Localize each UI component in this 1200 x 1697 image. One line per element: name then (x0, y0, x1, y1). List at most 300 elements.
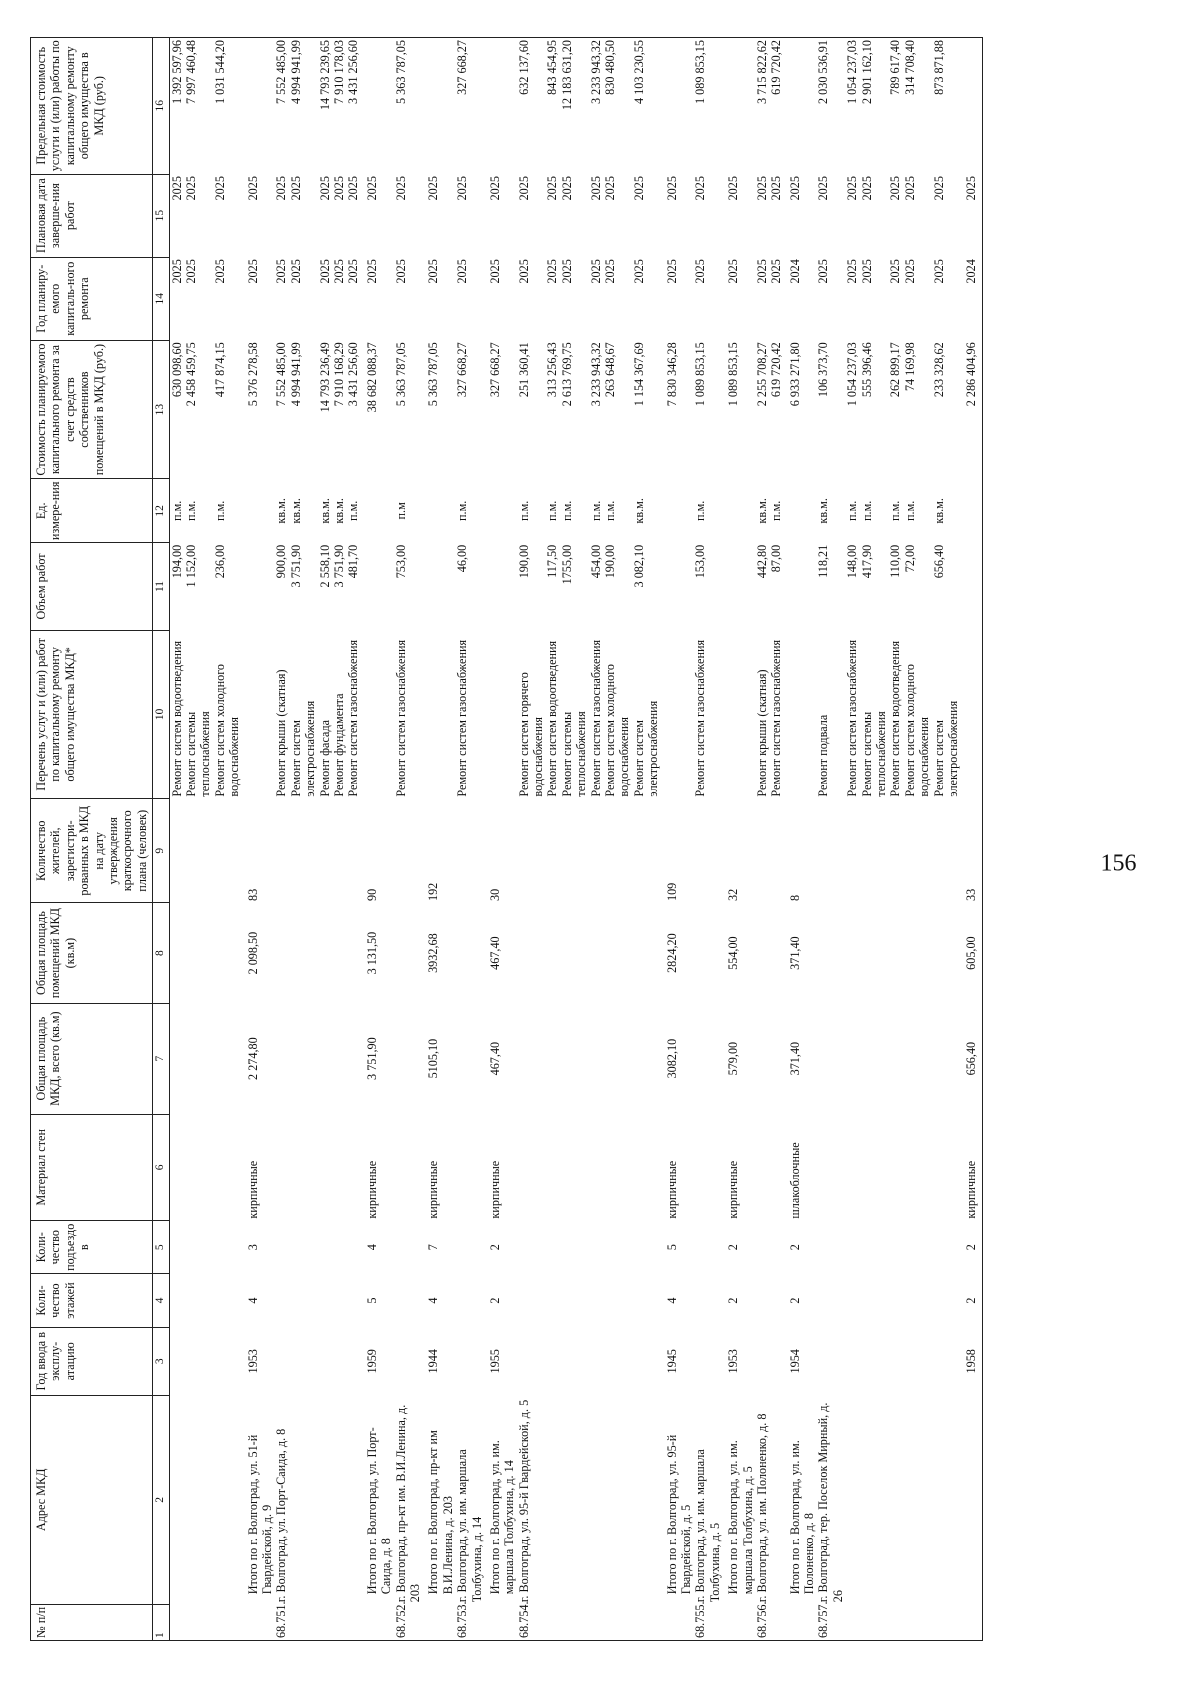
cell-work: Ремонт крыши (скатная) (754, 669, 769, 797)
cell-mat (560, 1114, 589, 1221)
cell-vol: 900,00 (274, 544, 289, 579)
cell-area: 467,40 (487, 1041, 502, 1076)
cell-area (560, 1003, 589, 1114)
cell-res: 8 (787, 894, 802, 901)
cell-num (769, 1604, 783, 1640)
cell-year: 2025 (169, 259, 184, 284)
cell-res (169, 799, 184, 903)
cell-end: 2025 (902, 176, 917, 201)
cell-limit: 843 454,95 (545, 38, 559, 175)
cell-y (603, 1327, 632, 1395)
cell-en (346, 1221, 360, 1274)
work-row (860, 38, 889, 1641)
cell-area2 (603, 903, 632, 1003)
cell-fl: 2 (487, 1297, 502, 1304)
cell-en: 4 (364, 1244, 379, 1251)
cell-work: Ремонт систем газоснабжения (588, 639, 603, 797)
cell-en (932, 1221, 961, 1274)
cell-work (484, 630, 517, 798)
cell-limit: 3 715 822,62 (755, 38, 769, 175)
cell-unit: кв.м. (317, 498, 332, 524)
cell-area (318, 1003, 332, 1114)
cell-y (816, 1327, 845, 1395)
cell-unit (242, 479, 275, 543)
cell-year: 2025 (931, 259, 946, 284)
cell-limit (960, 38, 982, 175)
cell-work: Ремонт систем холодного водоснабжения (902, 664, 932, 797)
column-number-cell: 1 (153, 1604, 170, 1640)
cell-end: 2025 (331, 176, 346, 201)
cell-area: 3082,10 (664, 1038, 679, 1079)
cell-year: 2025 (346, 259, 361, 284)
cell-addr (632, 1395, 661, 1604)
cell-vol: 2 558,10 (317, 544, 332, 588)
cell-area (589, 1003, 603, 1114)
cell-fl: 2 (787, 1297, 802, 1304)
header-cell: Материал стен (31, 1114, 153, 1221)
cell-limit: 7 552 485,00 (274, 38, 288, 175)
cell-limit: 1 031 544,20 (213, 38, 242, 175)
cell-work (722, 630, 755, 798)
header-cell: Ед. измере-ния (31, 479, 153, 543)
cell-area2 (517, 903, 546, 1003)
cell-res (888, 799, 902, 903)
cell-end: 2025 (288, 176, 303, 201)
cell-year: 2025 (274, 259, 289, 284)
work-row (603, 38, 632, 1641)
cell-cost: 5 376 278,58 (245, 342, 260, 407)
cell-unit: п.м. (212, 500, 227, 521)
cell-unit: кв.м. (816, 498, 831, 524)
cell-res: 32 (726, 888, 741, 901)
cell-addr: Итого по г. Волгоград, ул. Порт-Саида, д. 8 (364, 1427, 394, 1595)
cell-fl: 4 (245, 1297, 260, 1304)
cell-limit: 632 137,60 (517, 38, 546, 175)
cell-cost: 74 169,98 (902, 342, 917, 392)
cell-y (632, 1327, 661, 1395)
total-row (484, 38, 517, 1641)
cell-y: 1955 (487, 1349, 502, 1374)
cell-res (545, 799, 559, 903)
cell-end: 2025 (212, 176, 227, 201)
cell-mat: кирпичные (726, 1160, 741, 1219)
cell-mat (769, 1114, 783, 1221)
cell-area (455, 1003, 484, 1114)
cell-num (661, 1604, 694, 1640)
cell-num (903, 1604, 932, 1640)
work-row (545, 38, 559, 1641)
cell-en (213, 1221, 242, 1274)
cell-en (603, 1221, 632, 1274)
cell-y (888, 1327, 902, 1395)
cell-res (184, 799, 213, 903)
cell-cost: 7 552 485,00 (274, 342, 289, 407)
header-cell: Плановая дата заверше-ния работ (31, 174, 153, 257)
cell-en (816, 1221, 845, 1274)
cell-mat: кирпичные (960, 1114, 982, 1221)
cell-unit: п.м. (693, 500, 708, 521)
cell-vol: 454,00 (588, 544, 603, 579)
cell-work (661, 630, 694, 798)
cell-y (860, 1327, 889, 1395)
cell-area2 (560, 903, 589, 1003)
cell-limit: 1 392 597,96 (169, 38, 184, 175)
cell-area2 (394, 903, 423, 1003)
cell-y (394, 1327, 423, 1395)
cell-work: Ремонт крыши (скатная) (274, 669, 289, 797)
cell-y (589, 1327, 603, 1395)
cell-y (332, 1327, 346, 1395)
cell-year: 2025 (902, 259, 917, 284)
cell-en (589, 1221, 603, 1274)
work-row (213, 38, 242, 1641)
cell-unit: кв.м. (331, 498, 346, 524)
cell-mat: кирпичные (426, 1160, 441, 1219)
cell-cost: 7 910 168,29 (331, 342, 346, 407)
cell-res: 192 (426, 882, 441, 901)
total-row (960, 38, 982, 1641)
cell-res (455, 799, 484, 903)
cell-res: 30 (487, 888, 502, 901)
cell-area (603, 1003, 632, 1114)
total-row (722, 38, 755, 1641)
work-row (318, 38, 332, 1641)
cell-work (960, 630, 982, 798)
cell-addr (318, 1395, 332, 1604)
cell-mat (860, 1114, 889, 1221)
cell-fl: 2 (960, 1274, 982, 1327)
cell-vol: 153,00 (693, 544, 708, 579)
cell-work: Ремонт систем газоснабжения (393, 639, 408, 797)
cell-en (693, 1221, 722, 1274)
cell-cost: 262 899,17 (888, 342, 903, 398)
cell-limit: 4 994 941,99 (289, 38, 318, 175)
column-number-cell: 5 (153, 1221, 170, 1274)
cell-num (332, 1604, 346, 1640)
cell-addr (960, 1395, 982, 1604)
cell-en (560, 1221, 589, 1274)
cell-vol: 46,00 (455, 544, 470, 573)
cell-end: 2025 (726, 176, 741, 201)
cell-vol: 3 751,90 (331, 544, 346, 588)
cell-area (932, 1003, 961, 1114)
cell-fl (274, 1274, 288, 1327)
cell-unit: п.м. (902, 500, 917, 521)
cell-mat (603, 1114, 632, 1221)
cell-addr (888, 1395, 902, 1604)
cell-fl: 4 (664, 1297, 679, 1304)
cell-addr (860, 1395, 889, 1604)
cell-area (289, 1003, 318, 1114)
total-row (422, 38, 455, 1641)
cell-area2 (845, 903, 859, 1003)
cell-en (394, 1221, 423, 1274)
work-row (560, 38, 589, 1641)
cell-area2: 2 098,50 (245, 931, 260, 975)
cell-cost: 630 098,60 (169, 342, 184, 398)
cell-fl (332, 1274, 346, 1327)
header-cell: Год ввода в эксплу-атацию (31, 1327, 153, 1395)
cell-area2: 2824,20 (664, 933, 679, 973)
cell-area2 (184, 903, 213, 1003)
cell-area2: 467,40 (487, 936, 502, 970)
cell-vol (661, 543, 694, 630)
cell-year: 2025 (816, 259, 831, 284)
cell-en (755, 1221, 769, 1274)
cell-work: Ремонт системы теплоснабжения (184, 711, 213, 797)
cell-end: 2025 (487, 176, 502, 201)
cell-year: 2025 (317, 259, 332, 284)
cell-mat: кирпичные (487, 1160, 502, 1219)
cell-unit: п.м. (769, 500, 784, 521)
cell-res (845, 799, 859, 903)
work-row (455, 38, 484, 1641)
cell-work: Ремонт фасада (317, 719, 332, 797)
cell-mat (932, 1114, 961, 1221)
cell-num (184, 1604, 213, 1640)
cell-area (169, 1003, 184, 1114)
cell-fl (816, 1274, 845, 1327)
column-number-cell: 10 (153, 630, 170, 798)
cell-end: 2025 (787, 176, 802, 201)
cell-work: Ремонт систем водоотведения (545, 640, 560, 797)
cell-fl (394, 1274, 423, 1327)
cell-res (589, 799, 603, 903)
cell-vol: 118,21 (816, 544, 831, 578)
cell-work: Ремонт систем холодного водоснабжения (212, 664, 242, 797)
cell-year: 2025 (288, 259, 303, 284)
cell-end: 2025 (931, 176, 946, 201)
cell-area2 (289, 903, 318, 1003)
cell-addr (845, 1395, 859, 1604)
cell-area2 (932, 903, 961, 1003)
cell-cost: 1 154 367,69 (631, 342, 646, 407)
cell-end: 2025 (545, 176, 560, 201)
cell-year: 2025 (845, 259, 860, 284)
cell-en (184, 1221, 213, 1274)
cell-limit: 327 668,27 (455, 38, 484, 175)
work-row (693, 38, 722, 1641)
cell-work: Ремонт систем электроснабжения (631, 700, 661, 797)
cell-work (784, 630, 817, 798)
cell-area2: 3932,68 (426, 933, 441, 973)
work-row (169, 38, 184, 1641)
cell-unit: п.м. (184, 500, 199, 521)
cell-area (213, 1003, 242, 1114)
cell-work: Ремонт систем газоснабжения (455, 639, 470, 797)
cell-fl (903, 1274, 932, 1327)
cell-limit (484, 38, 517, 175)
cell-area (332, 1003, 346, 1114)
cell-fl (932, 1274, 961, 1327)
cell-en (769, 1221, 783, 1274)
cell-num (422, 1604, 455, 1640)
header-cell: Общая площадь МКД, всего (кв.м) (31, 1003, 153, 1114)
cell-vol: 148,00 (845, 544, 860, 579)
cell-fl (589, 1274, 603, 1327)
cell-res (603, 799, 632, 903)
header-cell: Коли-чество подъездо в (31, 1221, 153, 1274)
cell-addr: г. Волгоград, ул. им. Полоненко, д. 8 (754, 1413, 769, 1603)
work-row (346, 38, 360, 1641)
cell-limit (422, 38, 455, 175)
cell-year: 2025 (455, 259, 470, 284)
header-cell: Количество жителей, зарегистри-рованных в МКД на дату утверждения краткосрочного плана (человек) (31, 799, 153, 903)
cell-mat (845, 1114, 859, 1221)
cell-mat (318, 1114, 332, 1221)
cell-vol: 3 082,10 (631, 544, 646, 588)
cell-addr (213, 1395, 242, 1604)
cell-num (960, 1604, 982, 1640)
cell-year: 2025 (545, 259, 560, 284)
cell-year: 2024 (787, 259, 802, 284)
cell-vol (361, 543, 394, 630)
cell-area2 (213, 903, 242, 1003)
cell-year: 2025 (212, 259, 227, 284)
cell-end: 2025 (603, 176, 618, 201)
work-row (888, 38, 902, 1641)
cell-unit: п.м. (845, 500, 860, 521)
cell-y (213, 1327, 242, 1395)
cell-cost: 4 994 941,99 (288, 342, 303, 407)
cell-end: 2025 (426, 176, 441, 201)
cell-res (860, 799, 889, 903)
cell-mat: кирпичные (364, 1160, 379, 1219)
cell-vol: 194,00 (169, 544, 184, 579)
cell-limit: 2 901 162,10 (860, 38, 889, 175)
cell-vol (960, 543, 982, 630)
cell-area2: 554,00 (726, 936, 741, 970)
cell-unit: кв.м. (631, 498, 646, 524)
cell-fl (545, 1274, 559, 1327)
cell-limit (661, 38, 694, 175)
cell-mat (903, 1114, 932, 1221)
cell-mat (755, 1114, 769, 1221)
cell-work: Ремонт систем водоотведения (169, 640, 184, 797)
cell-num (242, 1604, 275, 1640)
cell-res (560, 799, 589, 903)
work-row (517, 38, 546, 1641)
cell-en (274, 1221, 288, 1274)
cell-res (693, 799, 722, 903)
cell-mat (632, 1114, 661, 1221)
cell-cost: 233 328,62 (931, 342, 946, 398)
column-number-cell: 16 (153, 38, 170, 175)
cell-area2 (332, 903, 346, 1003)
cell-res (213, 799, 242, 903)
cell-limit: 7 910 178,03 (332, 38, 346, 175)
column-number-cell: 14 (153, 257, 170, 340)
cell-cost: 7 830 346,28 (664, 342, 679, 407)
cell-res: 33 (960, 799, 982, 903)
cell-fl: 2 (726, 1297, 741, 1304)
work-row (184, 38, 213, 1641)
cell-y (932, 1327, 961, 1395)
cell-unit: п.м. (588, 500, 603, 521)
cell-vol: 190,00 (516, 544, 531, 579)
cell-num (213, 1604, 242, 1640)
cell-area2: 605,00 (960, 903, 982, 1003)
cell-num (722, 1604, 755, 1640)
cell-mat (332, 1114, 346, 1221)
cell-vol (722, 543, 755, 630)
cell-addr: г. Волгоград, ул. 95-й Гвардейской, д. 5 (516, 1399, 531, 1603)
cell-mat (517, 1114, 546, 1221)
cell-mat (213, 1114, 242, 1221)
cell-fl (184, 1274, 213, 1327)
cell-area2 (860, 903, 889, 1003)
cell-year: 2025 (859, 259, 874, 284)
cell-fl (213, 1274, 242, 1327)
cell-limit: 789 617,40 (888, 38, 902, 175)
cell-limit: 5 363 787,05 (394, 38, 423, 175)
cell-cost: 327 668,27 (487, 342, 502, 398)
cell-year: 2025 (726, 259, 741, 284)
cell-work: Ремонт систем газоснабжения (693, 639, 708, 797)
cell-addr: г. Волгоград, ул. им. маршала Толбухина, д. 5 (693, 1449, 722, 1603)
cell-y (346, 1327, 360, 1395)
cell-cost: 1 089 853,15 (693, 342, 708, 407)
cell-res (318, 799, 332, 903)
cell-area2 (274, 903, 288, 1003)
cell-year: 2025 (631, 259, 646, 284)
cell-addr: Итого по г. Волгоград, пр-кт им В.И.Ленина, д. 203 (426, 1430, 455, 1595)
cell-end: 2025 (274, 176, 289, 201)
cell-num (169, 1604, 184, 1640)
cell-num (361, 1604, 394, 1640)
cell-mat (184, 1114, 213, 1221)
cell-cost: 251 360,41 (516, 342, 531, 398)
cell-work: Ремонт системы теплоснабжения (859, 711, 889, 797)
cell-work: Ремонт фундамента (331, 693, 346, 797)
cell-end: 2025 (631, 176, 646, 201)
cell-vol: 1 152,00 (184, 544, 199, 588)
cell-area (860, 1003, 889, 1114)
cell-y (318, 1327, 332, 1395)
column-number-cell: 7 (153, 1003, 170, 1114)
cell-y (560, 1327, 589, 1395)
cell-cost: 263 648,67 (603, 342, 618, 398)
cell-num (845, 1604, 859, 1640)
header-cell: Год планиру-емого капиталь-ного ремонта (31, 257, 153, 340)
cell-vol (242, 543, 275, 630)
cell-res (517, 799, 546, 903)
cell-limit: 3 431 256,60 (346, 38, 360, 175)
cell-unit: п.м. (603, 500, 618, 521)
cell-end: 2025 (960, 174, 982, 257)
cell-fl (560, 1274, 589, 1327)
cell-area (755, 1003, 769, 1114)
cell-en (455, 1221, 484, 1274)
total-row (361, 38, 394, 1641)
cell-addr: Итого по г. Волгоград, ул. им. Полоненко, д. 8 (787, 1440, 817, 1595)
header-cell: Перечень услуг и (или) работ по капитальному ремонту общего имущества МКД* (31, 630, 153, 798)
cell-vol: 72,00 (902, 544, 917, 573)
cell-area: 5105,10 (426, 1038, 441, 1079)
cell-fl (455, 1274, 484, 1327)
cell-end: 2025 (245, 176, 260, 201)
cell-en (888, 1221, 902, 1274)
cell-limit: 12 183 631,20 (560, 38, 589, 175)
work-row (932, 38, 961, 1641)
cell-res (903, 799, 932, 903)
cell-vol: 3 751,90 (288, 544, 303, 588)
cell-limit: 3 233 943,32 (589, 38, 603, 175)
cell-y: 1959 (364, 1349, 379, 1374)
cell-en: 2 (787, 1244, 802, 1251)
cell-vol (484, 543, 517, 630)
cell-res (346, 799, 360, 903)
